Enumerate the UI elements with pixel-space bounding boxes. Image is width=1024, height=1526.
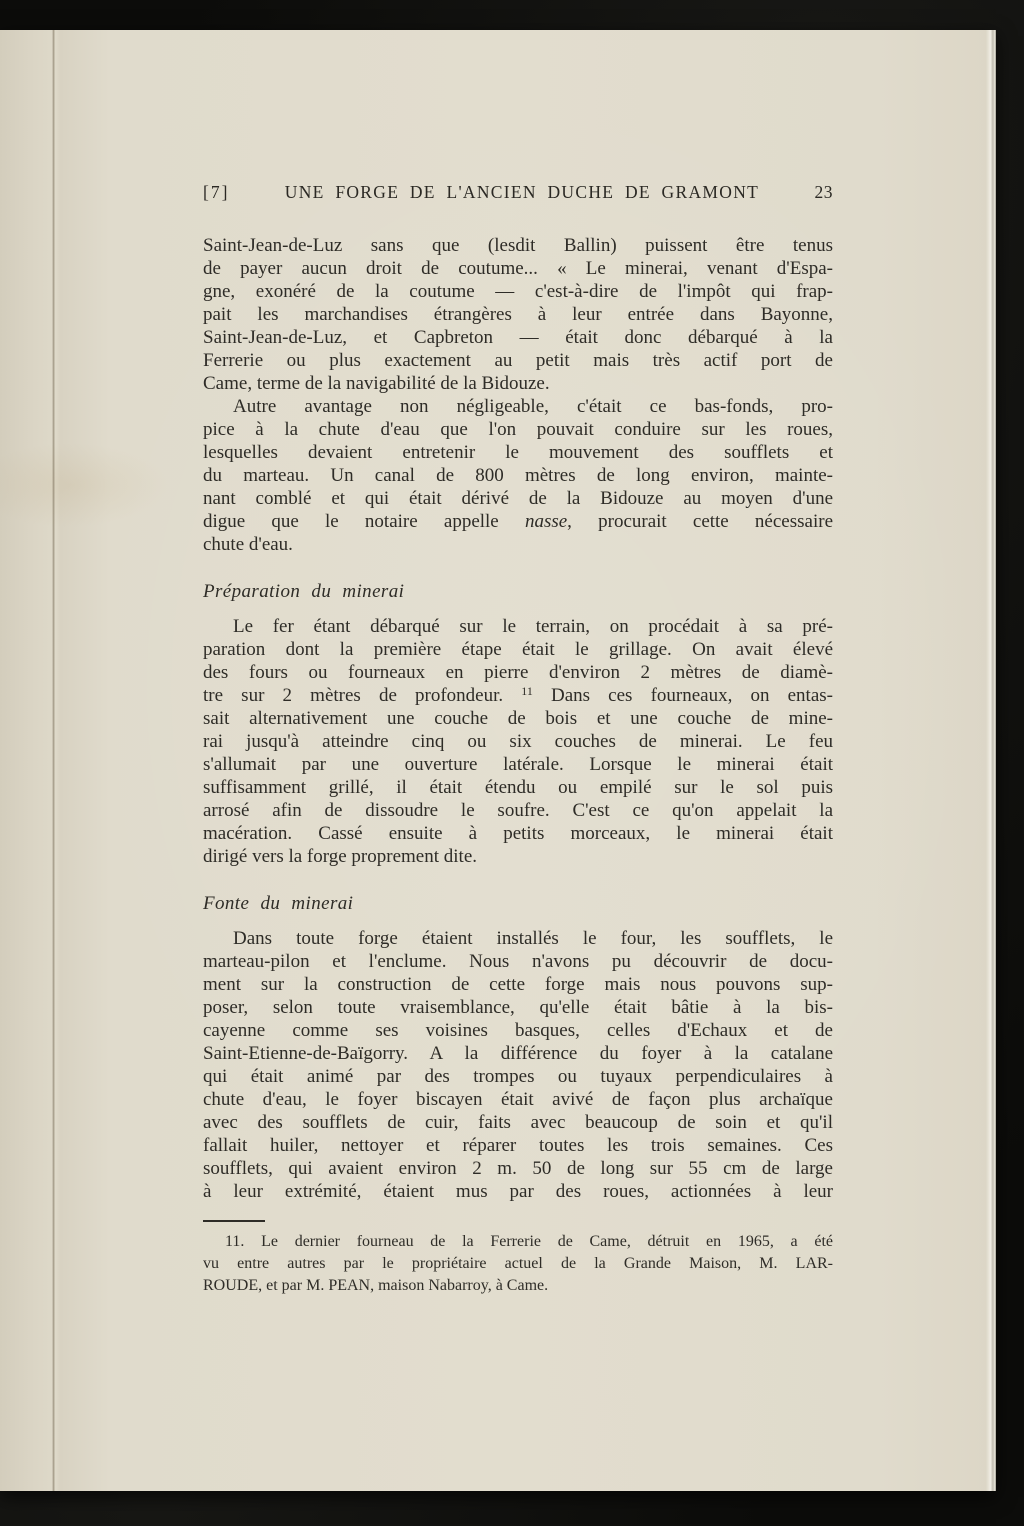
footnote-separator-rule xyxy=(203,1220,265,1222)
text-line: arrosé afin de dissoudre le soufre. C'est ce qu'on appelait la xyxy=(203,800,833,821)
text-line: du marteau. Un canal de 800 mètres de long environ, mainte- xyxy=(203,465,833,486)
text-line: nant comblé et qui était dérivé de la Bidouze au moyen d'une xyxy=(203,488,833,509)
paragraph-1 xyxy=(203,234,833,395)
text-line: suffisamment grillé, il était étendu ou empilé sur le sol puis xyxy=(203,777,833,798)
header-title: UNE FORGE DE L'ANCIEN DUCHE DE GRAMONT xyxy=(284,182,760,202)
text-line: gne, exonéré de la coutume — c'est-à-dire de l'impôt qui frap- xyxy=(203,281,833,302)
footnote-ref-superscript: 11 xyxy=(521,684,533,698)
page-header xyxy=(203,182,833,206)
text-segment: tre sur 2 mètres de profondeur. xyxy=(203,685,522,706)
text-line: Autre avantage non négligeable, c'était ce bas-fonds, pro- xyxy=(233,396,833,417)
text-line: rai jusqu'à atteindre cinq ou six couches de minerai. Le feu xyxy=(203,731,833,752)
page-edge-stack xyxy=(986,30,996,1491)
text-line: pait les marchandises étrangères à leur entrée dans Bayonne, xyxy=(203,304,833,325)
text-line: ment sur la construction de cette forge mais nous pouvons sup- xyxy=(203,974,833,995)
text-line xyxy=(203,684,833,707)
footnote xyxy=(203,1231,833,1297)
paragraph-4 xyxy=(203,927,833,1203)
page-text-block xyxy=(203,234,833,1297)
text-line: à leur extrémité, étaient mus par des roues, actionnées à leur xyxy=(203,1181,833,1202)
footnote-line: 11. Le dernier fourneau de la Ferrerie de Came, détruit en 1965, a été xyxy=(225,1233,833,1250)
header-page-number: 23 xyxy=(814,182,833,202)
text-segment: digue que le notaire appelle xyxy=(203,511,525,532)
text-line: qui était animé par des trompes ou tuyaux perpendiculaires à xyxy=(203,1066,833,1087)
page-gutter-crease xyxy=(52,30,55,1491)
paragraph-3 xyxy=(203,615,833,868)
text-line: marteau-pilon et l'enclume. Nous n'avons pu découvrir de docu- xyxy=(203,951,833,972)
text-line: poser, selon toute vraisemblance, qu'elle était bâtie à la bis- xyxy=(203,997,833,1018)
text-line: soufflets, qui avaient environ 2 m. 50 de long sur 55 cm de large xyxy=(203,1158,833,1179)
text-line: avec des soufflets de cuir, faits avec beaucoup de soin et qu'il xyxy=(203,1112,833,1133)
text-line: cayenne comme ses voisines basques, celles d'Echaux et de xyxy=(203,1020,833,1041)
text-line: fallait huiler, nettoyer et réparer toutes les trois semaines. Ces xyxy=(203,1135,833,1156)
text-line: pice à la chute d'eau que l'on pouvait conduire sur les roues, xyxy=(203,419,833,440)
text-line: lesquelles devaient entretenir le mouvement des soufflets et xyxy=(203,442,833,463)
text-segment: Dans ces fourneaux, on entas- xyxy=(532,685,833,706)
paragraph-2 xyxy=(203,395,833,556)
header-section-number: [7] xyxy=(203,182,230,202)
text-line: s'allumait par une ouverture latérale. Lorsque le minerai était xyxy=(203,754,833,775)
italic-term: nasse xyxy=(524,511,568,532)
text-line: Saint-Etienne-de-Baïgorry. A la différence du foyer à la catalane xyxy=(203,1043,833,1064)
text-line: macération. Cassé ensuite à petits morceaux, le minerai était xyxy=(203,823,833,844)
text-line xyxy=(203,510,833,533)
section-heading-preparation: Préparation du minerai xyxy=(203,581,405,602)
footnote-line: vu entre autres par le propriétaire actuel de la Grande Maison, M. LAR- xyxy=(203,1255,833,1272)
text-segment: , procurait cette nécessaire xyxy=(567,511,833,532)
text-line: Saint-Jean-de-Luz, et Capbreton — était donc débarqué à la xyxy=(203,327,833,348)
text-line: Ferrerie ou plus exactement au petit mais très actif port de xyxy=(203,350,833,371)
text-line: paration dont la première étape était le grillage. On avait élevé xyxy=(203,639,833,660)
text-line: dirigé vers la forge proprement dite. xyxy=(203,846,477,867)
text-line: Dans toute forge étaient installés le four, les soufflets, le xyxy=(233,928,833,949)
text-line: Le fer étant débarqué sur le terrain, on procédait à sa pré- xyxy=(233,616,833,637)
text-line: de payer aucun droit de coutume... « Le minerai, venant d'Espa- xyxy=(203,258,833,279)
text-line: sait alternativement une couche de bois et une couche de mine- xyxy=(203,708,833,729)
text-line: Came, terme de la navigabilité de la Bidouze. xyxy=(203,373,550,394)
text-line: Saint-Jean-de-Luz sans que (lesdit Ballin) puissent être tenus xyxy=(203,235,833,256)
text-line: chute d'eau, le foyer biscayen était avivé de façon plus archaïque xyxy=(203,1089,833,1110)
text-line: chute d'eau. xyxy=(203,534,293,555)
book-page xyxy=(0,30,996,1491)
section-heading-fonte: Fonte du minerai xyxy=(203,893,354,914)
text-line: des fours ou fourneaux en pierre d'environ 2 mètres de diamè- xyxy=(203,662,833,683)
footnote-line: ROUDE, et par M. PEAN, maison Nabarroy, à Came. xyxy=(203,1277,549,1294)
